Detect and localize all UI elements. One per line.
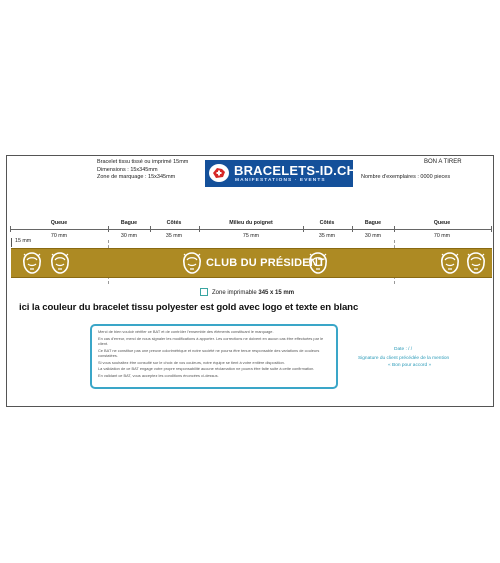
dimension-line	[10, 229, 491, 230]
lion-logo-icon	[21, 251, 43, 275]
dimension-tick	[150, 226, 151, 232]
dimension-tick	[10, 226, 11, 232]
document-title: BON A TIRER	[424, 159, 462, 165]
condition-paragraph: Si vous souhaitez être consulté sur le choix de vos couleurs, notre équipe se tient à votre entière disposition.	[98, 359, 285, 365]
brand-name: BRACELETS-ID.CH	[234, 163, 357, 178]
dimension-tick	[303, 226, 304, 232]
dim-label-ring-left: Bague	[120, 220, 138, 226]
signature-date: Date : / /	[394, 347, 413, 352]
dim-value-side-right: 35 mm	[318, 233, 336, 239]
dim-label-tail-right: Queue	[433, 220, 451, 226]
dimension-tick	[352, 226, 353, 232]
spec-dimensions: Dimensions : 15x345mm	[97, 166, 158, 173]
dimension-ruler	[7, 220, 495, 244]
wristband-text: CLUB DU PRÉSIDENT	[206, 257, 325, 269]
color-note: ici la couleur du bracelet tissu polyester est gold avec logo et texte en blanc	[19, 302, 359, 313]
condition-paragraph: En cas d'erreur, merci de nous signaler les modifications à apporter. Les corrections ne doivent en aucun cas être effectuées par le client.	[98, 335, 324, 346]
lion-logo-icon	[465, 251, 487, 275]
signature-mention: « Bon pour accord »	[388, 363, 432, 368]
signature-instruction: Signature du client précédée de la mention	[358, 356, 450, 361]
dim-value-ring-right: 30 mm	[364, 233, 382, 239]
zone-legend-prefix: Zone imprimable	[212, 290, 259, 296]
brand-logo	[205, 160, 357, 187]
proof-sheet	[6, 155, 494, 407]
brand-tagline: MANIFESTATIONS · EVENTS	[235, 178, 326, 183]
dim-value-tail-left: 70 mm	[50, 233, 68, 239]
condition-paragraph: Merci de bien vouloir vérifier ce BAT et de contrôler l'ensemble des éléments constituant le marquage.	[98, 329, 274, 334]
dimension-tick	[108, 226, 109, 232]
condition-paragraph: Ce BAT ne constitue pas une preuve colorimétrique et notre société ne pourra être tenue responsable des variations de couleurs constatées.	[98, 347, 320, 358]
dim-value-tail-right: 70 mm	[433, 233, 451, 239]
printable-zone-legend	[200, 288, 294, 296]
lion-logo-icon	[307, 251, 329, 275]
dimension-tick	[394, 226, 395, 232]
copies-count: Nombre d'exemplaires : 0000 pieces	[361, 174, 451, 180]
dim-label-ring-right: Bague	[364, 220, 382, 226]
zone-legend-size: 345 x 15 mm	[258, 290, 295, 296]
dim-label-side-left: Côtés	[166, 220, 182, 226]
wristband-preview	[11, 248, 492, 278]
lion-logo-icon	[181, 251, 203, 275]
spec-marking-zone: Zone de marquage : 15x345mm	[97, 174, 176, 180]
product-spec	[97, 159, 188, 182]
lion-logo-icon	[49, 251, 71, 275]
dim-label-wrist-middle: Milieu du poignet	[229, 220, 273, 226]
dim-value-ring-left: 30 mm	[120, 233, 138, 239]
dim-label-side-right: Côtés	[319, 220, 335, 226]
lion-logo-icon	[439, 251, 461, 275]
condition-paragraph: En validant ce BAT, vous acceptez les conditions énoncées ci-dessus.	[98, 373, 219, 379]
dimension-tick	[199, 226, 200, 232]
dimension-tick	[491, 226, 492, 232]
dim-label-tail-left: Queue	[50, 220, 68, 226]
dim-value-side-left: 35 mm	[165, 233, 183, 239]
dim-value-wrist-middle: 75 mm	[242, 233, 260, 239]
condition-paragraph: La validation de ce BAT engage votre propre responsabilité aucune réclamation ne pourra être faite suite à cette confirmation.	[98, 366, 315, 372]
zone-swatch-icon	[200, 288, 208, 296]
swiss-badge-icon	[209, 164, 229, 182]
conditions-box	[90, 324, 338, 389]
height-arrow	[11, 238, 12, 247]
spec-product: Bracelet tissu tissé ou imprimé 15mm	[97, 159, 189, 165]
height-label: 15 mm	[15, 238, 32, 244]
